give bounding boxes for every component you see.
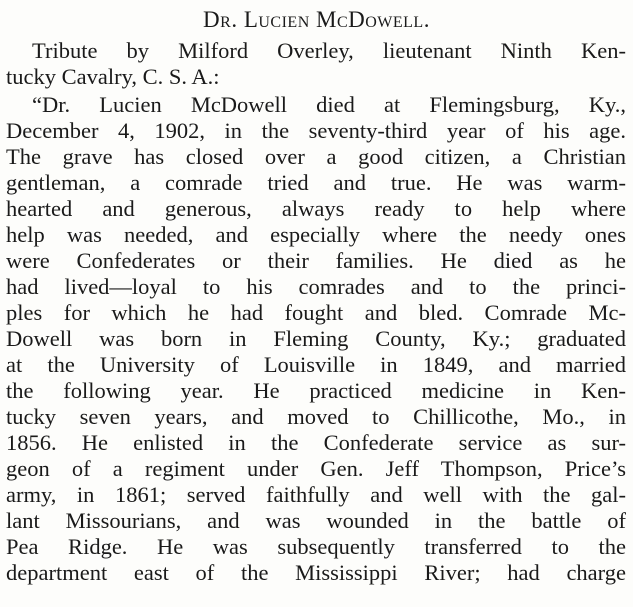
text-line: Dowell was born in Fleming County, Ky.; graduated: [6, 326, 626, 351]
text-line: ples for which he had fought and bled. Comrade Mc-: [6, 300, 626, 325]
text-line: tucky seven years, and moved to Chillicothe, Mo., in: [6, 404, 626, 429]
text-line: help was needed, and especially where the needy ones: [6, 222, 626, 247]
text-line: 1856. He enlisted in the Confederate service as sur-: [6, 430, 626, 455]
text-line: hearted and generous, always ready to help where: [6, 196, 626, 221]
text-line: lant Missourians, and was wounded in the battle of: [6, 508, 626, 533]
text-line: geon of a regiment under Gen. Jeff Thompson, Price’s: [6, 456, 626, 481]
text-line: “Dr. Lucien McDowell died at Flemingsburg, Ky.,: [32, 92, 626, 117]
text-line: had lived—loyal to his comrades and to the princi-: [6, 274, 626, 299]
text-line: department east of the Mississippi River; had charge: [6, 560, 626, 585]
text-line: The grave has closed over a good citizen, a Christian: [6, 144, 626, 169]
text-line: gentleman, a comrade tried and true. He was warm-: [6, 170, 626, 195]
text-line: were Confederates or their families. He died as he: [6, 248, 626, 273]
text-line: army, in 1861; served faithfully and well with the gal-: [6, 482, 626, 507]
text-line: the following year. He practiced medicine in Ken-: [6, 378, 626, 403]
article-title: Dr. Lucien McDowell.: [203, 7, 430, 32]
text-line: Tribute by Milford Overley, lieutenant Ninth Ken-: [32, 38, 626, 63]
text-line: Pea Ridge. He was subsequently transferred to the: [6, 534, 626, 559]
text-line: tucky Cavalry, C. S. A.:: [6, 64, 220, 89]
text-line: December 4, 1902, in the seventy-third year of his age.: [6, 118, 626, 143]
text-line: at the University of Louisville in 1849, and married: [6, 352, 626, 377]
